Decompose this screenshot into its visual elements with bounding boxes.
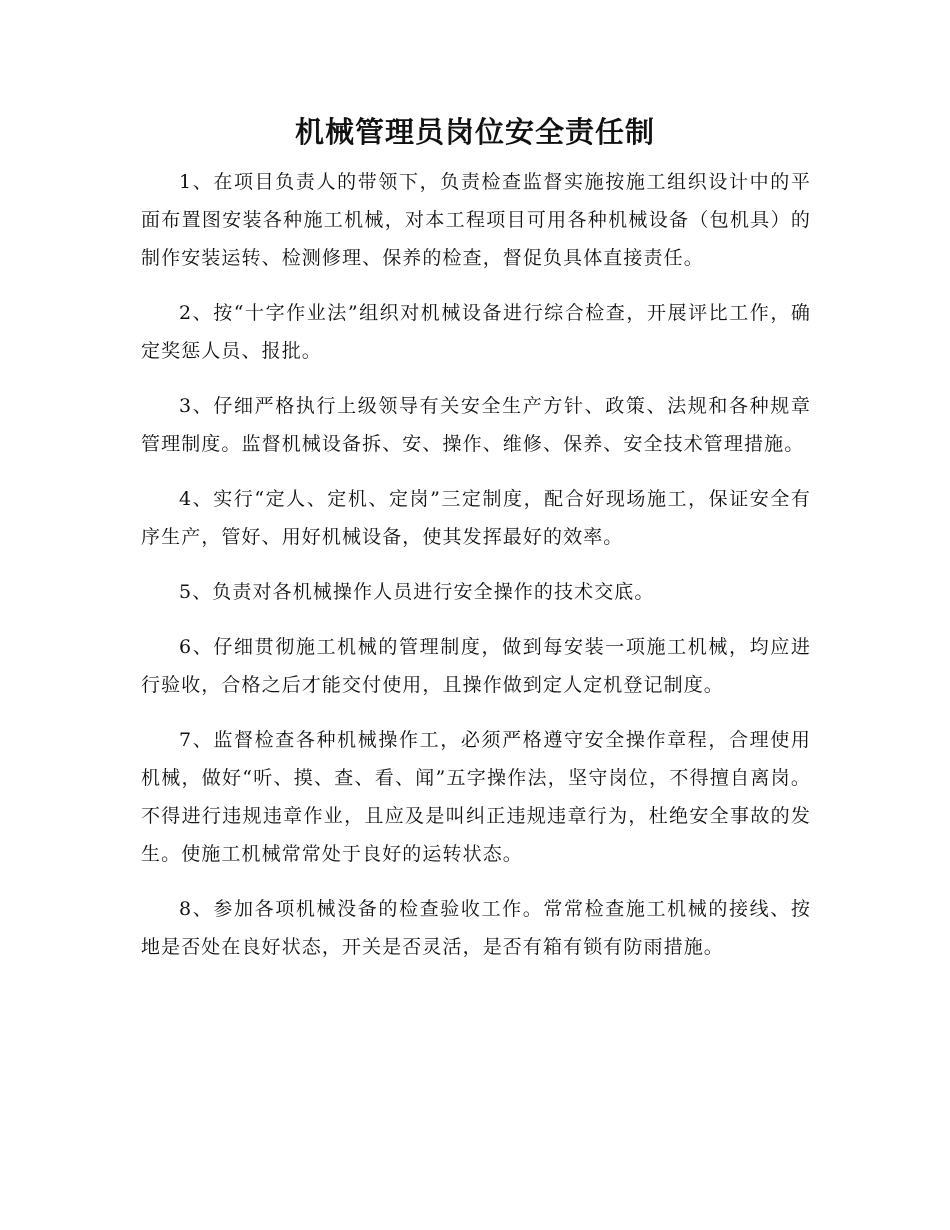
paragraph-2: 2、按“十字作业法”组织对机械设备进行综合检查，开展评比工作，确定奖惩人员、报批。 [141,302,811,362]
paragraph-4: 4、实行“定人、定机、定岗”三定制度，配合好现场施工，保证安全有序生产，管好、用好机械设备，使其发挥最好的效率。 [141,488,811,548]
paragraph-6: 6、仔细贯彻施工机械的管理制度，做到每安装一项施工机械，均应进行验收，合格之后才能交付使用，且操作做到定人定机登记制度。 [141,636,811,696]
paragraph-3: 3、仔细严格执行上级领导有关安全生产方针、政策、法规和各种规章管理制度。监督机械设备拆、安、操作、维修、保养、安全技术管理措施。 [141,395,811,455]
paragraph-1: 1、在项目负责人的带领下，负责检查监督实施按施工组织设计中的平面布置图安装各种施工机械，对本工程项目可用各种机械设备（包机具）的制作安装运转、检测修理、保养的检查，督促负具体直接责任。 [141,171,811,269]
document-body [141,163,811,983]
paragraph-8: 8、参加各项机械没备的检查验收工作。常常检查施工机械的接线、按地是否处在良好状态，开关是否灵活，是否有箱有锁有防雨措施。 [141,898,811,958]
paragraph-7: 7、监督检查各种机械操作工，必须严格遵守安全操作章程，合理使用机械，做好“听、摸、查、看、闻”五字操作法，坚守岗位，不得擅自离岗。不得进行违规违章作业，且应及是叫纠正违规违章行为，杜绝安全事故的发生。使施工机械常常处于良好的运转状态。 [141,729,811,865]
document-title: 机械管理员岗位安全责任制 [294,115,655,149]
paragraph-5: 5、负责对各机械操作人员进行安全操作的技术交底。 [179,581,655,603]
